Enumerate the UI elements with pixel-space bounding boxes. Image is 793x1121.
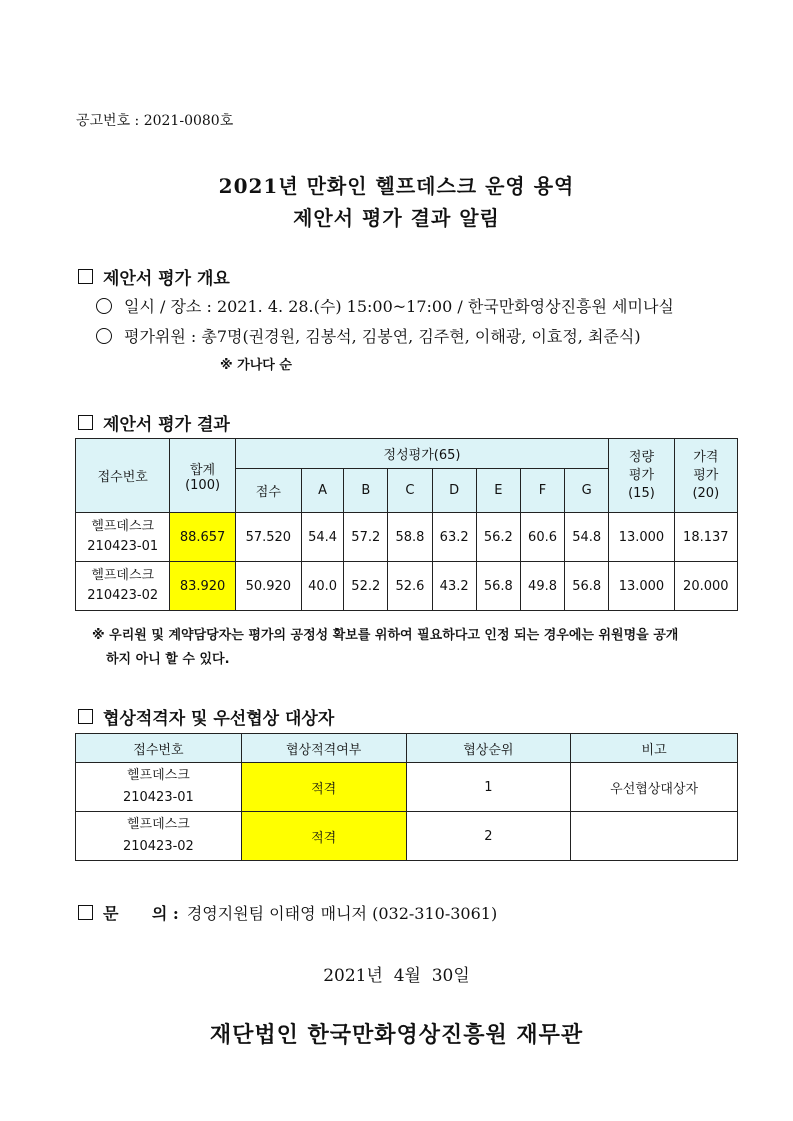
row2-quantitative: 13.000 — [609, 562, 674, 611]
checkbox-square-icon — [78, 709, 93, 724]
neg-row2-name: 헬프데스크 — [127, 817, 190, 832]
contact-value: 경영지원팀 이태영 매니저 (032-310-3061) — [186, 904, 498, 923]
checkbox-square-icon — [78, 415, 93, 430]
header-criterion-g: G — [565, 469, 609, 513]
header-quantitative-line1: 정량 — [628, 449, 655, 465]
table-row — [76, 763, 738, 812]
neg-header-receipt-no: 접수번호 — [76, 734, 242, 763]
header-quantitative-points: (15) — [628, 485, 655, 501]
neg-row1-eligibility: 적격 — [241, 763, 406, 812]
header-criterion-e: E — [476, 469, 520, 513]
header-quantitative — [609, 439, 674, 513]
row2-f: 49.8 — [520, 562, 564, 611]
overview-evaluators: 평가위원 : 총7명(권경원, 김봉석, 김봉연, 김주현, 이해광, 이효정, 최준식) — [124, 327, 641, 346]
disclaimer-line2: 하지 아니 할 수 있다. — [106, 652, 230, 667]
header-price — [674, 439, 737, 513]
row1-a: 54.4 — [302, 513, 344, 562]
circle-bullet-icon — [96, 328, 112, 344]
neg-row1-id: 210423-01 — [122, 790, 194, 805]
checkbox-square-icon — [78, 269, 93, 284]
neg-row1-name: 헬프데스크 — [127, 768, 190, 783]
row2-name: 헬프데스크 — [91, 568, 155, 583]
overview-heading — [78, 264, 230, 289]
row1-quantitative: 13.000 — [609, 513, 674, 562]
row1-b: 57.2 — [344, 513, 388, 562]
organization-name: 재단법인 한국만화영상진흥원 재무관 — [209, 1022, 584, 1048]
row1-price: 18.137 — [674, 513, 737, 562]
result-heading-text: 제안서 평가 결과 — [103, 415, 230, 435]
row1-f: 60.6 — [520, 513, 564, 562]
row2-id: 210423-02 — [87, 588, 159, 603]
header-receipt-no: 접수번호 — [76, 439, 170, 513]
neg-row2-rank: 2 — [406, 812, 571, 861]
header-criterion-c: C — [388, 469, 432, 513]
row1-id: 210423-01 — [87, 539, 159, 554]
result-heading — [78, 410, 230, 435]
row2-d: 43.2 — [432, 562, 476, 611]
neg-row2-eligibility: 적격 — [241, 812, 406, 861]
header-score: 점수 — [235, 469, 301, 513]
overview-evaluators-line — [96, 324, 641, 347]
row2-a: 40.0 — [302, 562, 344, 611]
header-price-line1: 가격 — [693, 449, 719, 465]
row2-e: 56.8 — [476, 562, 520, 611]
row2-c: 52.6 — [388, 562, 432, 611]
negotiation-table — [75, 733, 738, 861]
row1-d: 63.2 — [432, 513, 476, 562]
neg-row1-rank: 1 — [406, 763, 571, 812]
document-date: 2021년 4월 30일 — [323, 966, 470, 986]
overview-datetime-line — [96, 294, 674, 317]
checkbox-square-icon — [78, 905, 93, 920]
row1-receipt — [76, 513, 170, 562]
disclaimer — [92, 624, 742, 672]
circle-bullet-icon — [96, 298, 112, 314]
neg-row1-remarks: 우선협상대상자 — [571, 763, 738, 812]
table-row — [76, 562, 738, 611]
row2-total: 83.920 — [170, 562, 235, 611]
overview-heading-text: 제안서 평가 개요 — [103, 269, 230, 289]
header-quantitative-line2: 평가 — [628, 467, 655, 483]
row1-score: 57.520 — [235, 513, 301, 562]
neg-header-remarks: 비고 — [571, 734, 738, 763]
row2-score: 50.920 — [235, 562, 301, 611]
row2-b: 52.2 — [344, 562, 388, 611]
header-price-line2: 평가 — [693, 467, 719, 483]
row1-name: 헬프데스크 — [91, 519, 155, 534]
contact-label: 문 의 : — [103, 904, 179, 923]
row2-g: 56.8 — [565, 562, 609, 611]
disclaimer-line1: ※ 우리원 및 계약담당자는 평가의 공정성 확보를 위하여 필요하다고 인정 되는 경우에는 위원명을 공개 — [92, 628, 679, 643]
row2-receipt — [76, 562, 170, 611]
row1-c: 58.8 — [388, 513, 432, 562]
negotiation-heading-text: 협상적격자 및 우선협상 대상자 — [103, 709, 335, 729]
row2-price: 20.000 — [674, 562, 737, 611]
header-criterion-a: A — [302, 469, 344, 513]
header-total-points: (100) — [185, 477, 221, 493]
neg-row2-id: 210423-02 — [122, 839, 194, 854]
contact-line — [78, 901, 497, 924]
overview-datetime-place: 일시 / 장소 : 2021. 4. 28.(수) 15:00~17:00 / 한국만화영상진흥원 세미나실 — [124, 297, 674, 316]
document-title-line2: 제안서 평가 결과 알림 — [293, 206, 500, 230]
table-row — [76, 812, 738, 861]
neg-header-rank: 협상순위 — [406, 734, 571, 763]
table-row — [76, 513, 738, 562]
row1-e: 56.2 — [476, 513, 520, 562]
header-criterion-d: D — [432, 469, 476, 513]
neg-header-eligibility: 협상적격여부 — [241, 734, 406, 763]
header-total — [170, 439, 235, 513]
document-title-line1: 2021년 만화인 헬프데스크 운영 용역 — [218, 174, 575, 198]
notice-number: 공고번호 : 2021-0080호 — [76, 113, 234, 129]
neg-row2-receipt — [76, 812, 242, 861]
header-criterion-b: B — [344, 469, 388, 513]
row1-g: 54.8 — [565, 513, 609, 562]
neg-row2-remarks — [571, 812, 738, 861]
order-note: ※ 가나다 순 — [220, 358, 292, 373]
header-qualitative: 정성평가(65) — [235, 439, 609, 469]
header-criterion-f: F — [520, 469, 564, 513]
header-price-points: (20) — [692, 485, 720, 501]
negotiation-heading — [78, 704, 334, 729]
neg-row1-receipt — [76, 763, 242, 812]
evaluation-result-table — [75, 438, 738, 611]
header-total-label: 합계 — [190, 462, 216, 478]
row1-total: 88.657 — [170, 513, 235, 562]
